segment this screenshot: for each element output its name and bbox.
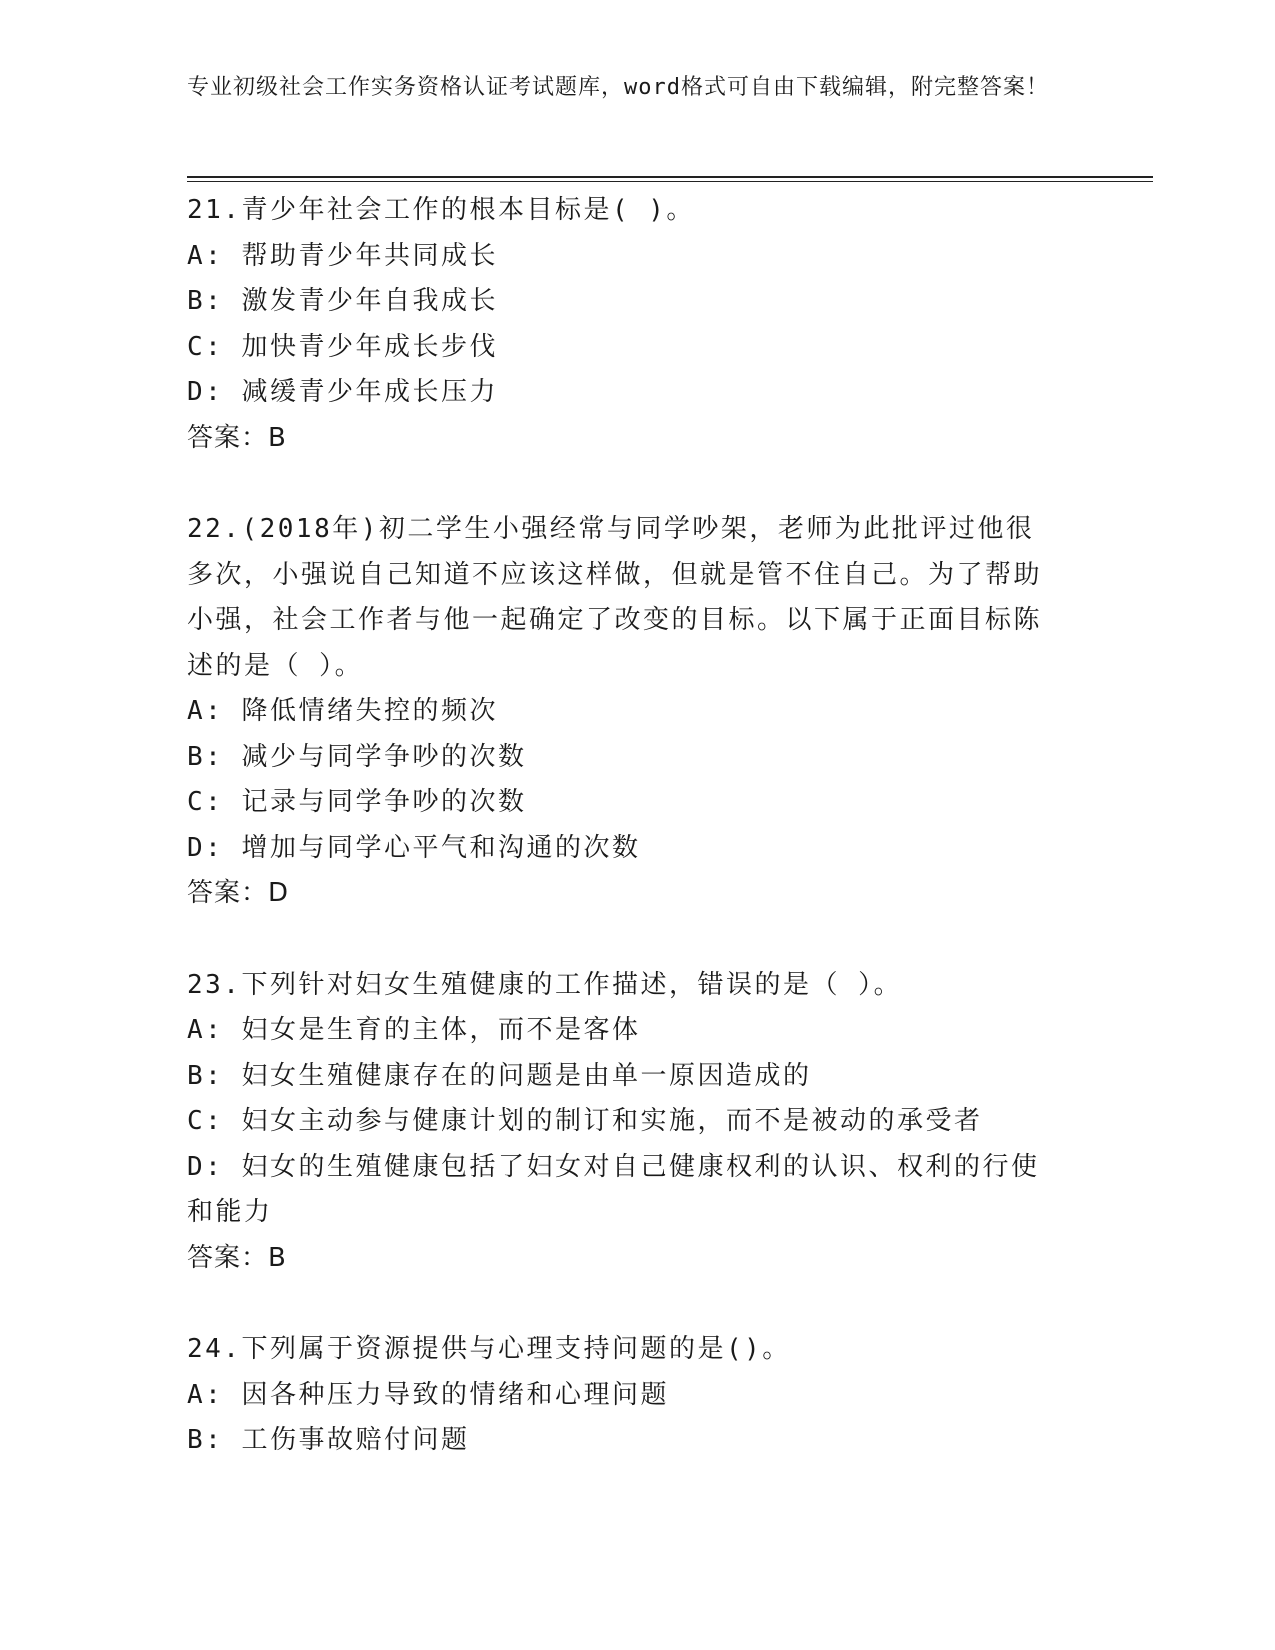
option-a: A: 因各种压力导致的情绪和心理问题 (187, 1379, 669, 1410)
question-24 (187, 1327, 1087, 1464)
question-list (187, 188, 1087, 1464)
option-c: C: 妇女主动参与健康计划的制订和实施，而不是被动的承受者 (187, 1106, 983, 1136)
question-spacer (187, 917, 1087, 963)
option-d: D: 增加与同学心平气和沟通的次数 (187, 832, 641, 863)
question-stem: 21.青少年社会工作的根本目标是( )。 (187, 195, 695, 225)
option-b: B: 妇女生殖健康存在的问题是由单一原因造成的 (187, 1060, 812, 1091)
answer-line: 答案：B (187, 422, 287, 453)
option-d: D: 减缓青少年成长压力 (187, 377, 498, 407)
option-a: A: 降低情绪失控的频次 (187, 696, 498, 726)
question-spacer (187, 1281, 1087, 1327)
answer-line: 答案：B (187, 1242, 287, 1273)
header-divider-thin (187, 181, 1153, 182)
option-b: B: 工伤事故赔付问题 (187, 1425, 470, 1455)
question-spacer (187, 461, 1087, 507)
option-b: B: 减少与同学争吵的次数 (187, 741, 527, 772)
option-d: D: 妇女的生殖健康包括了妇女对自己健康权利的认识、权利的行使和能力 (187, 1151, 1040, 1227)
question-22 (187, 507, 1087, 917)
question-stem: 24.下列属于资源提供与心理支持问题的是()。 (187, 1334, 791, 1364)
option-b: B: 激发青少年自我成长 (187, 286, 498, 316)
option-c: C: 记录与同学争吵的次数 (187, 787, 527, 817)
answer-line: 答案：D (187, 878, 290, 908)
option-a: A: 帮助青少年共同成长 (187, 240, 498, 271)
header-divider-thick (187, 176, 1153, 178)
option-c: C: 加快青少年成长步伐 (187, 331, 498, 362)
document-header: 专业初级社会工作实务资格认证考试题库，word格式可自由下载编辑，附完整答案！ (187, 75, 1049, 100)
question-23 (187, 963, 1087, 1282)
question-21 (187, 188, 1087, 461)
question-stem: 22.(2018年)初二学生小强经常与同学吵架，老师为此批评过他很多次，小强说自己知道不应该这样做，但就是管不住自己。为了帮助小强，社会工作者与他一起确定了改变的目标。以下属于正面目标陈述的是（ ）。 (187, 514, 1043, 681)
question-stem: 23.下列针对妇女生殖健康的工作描述，错误的是（ ）。 (187, 969, 903, 1000)
option-a: A: 妇女是生育的主体，而不是客体 (187, 1015, 641, 1045)
